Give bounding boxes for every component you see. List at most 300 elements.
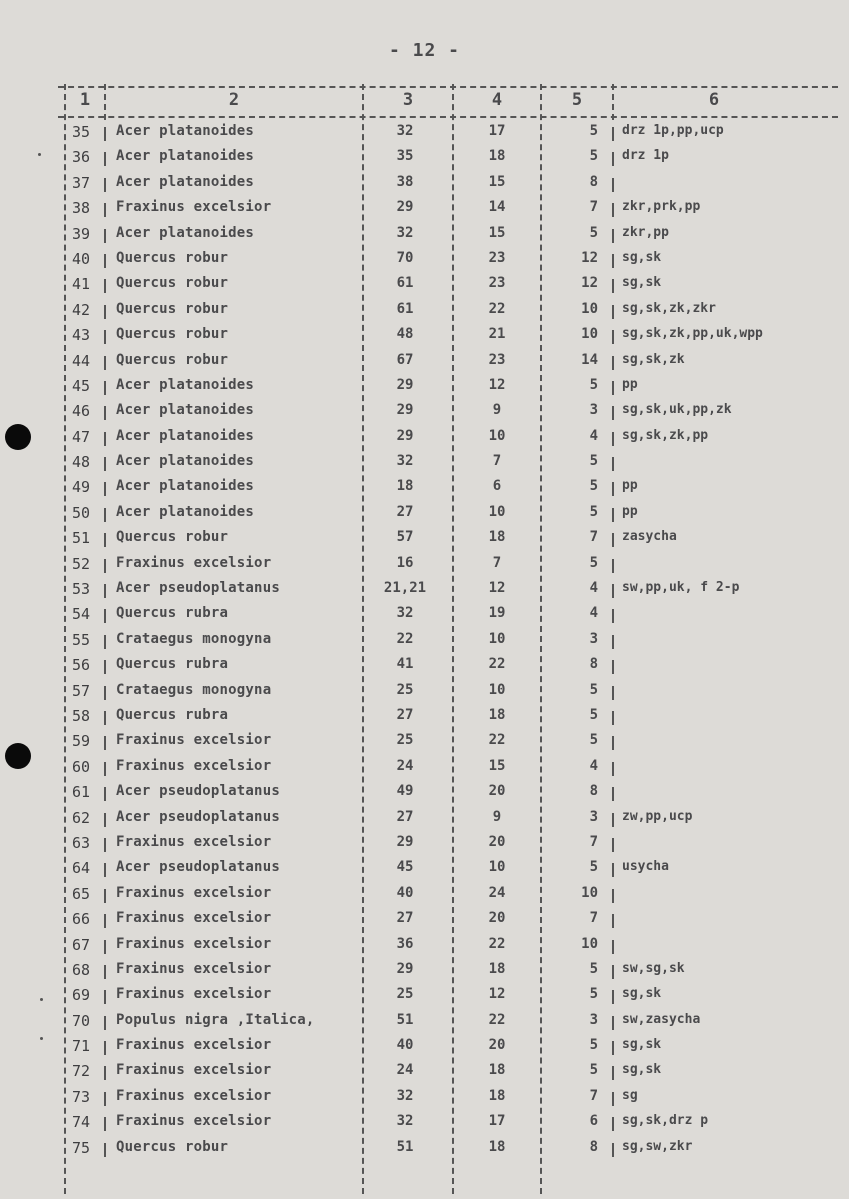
table-row bbox=[0, 959, 849, 984]
row-separator-tick bbox=[104, 813, 106, 827]
remarks-value: sg,sk bbox=[622, 275, 662, 291]
row-separator-tick bbox=[612, 863, 614, 877]
crown-value: 10 bbox=[581, 300, 598, 317]
row-separator-tick bbox=[612, 990, 614, 1004]
circumference-value: 40 bbox=[396, 884, 414, 901]
row-separator-tick bbox=[612, 1143, 614, 1157]
species-name: Quercus robur bbox=[116, 300, 229, 317]
table-row bbox=[0, 807, 849, 832]
circumference-value: 51 bbox=[396, 1011, 414, 1028]
row-separator-tick bbox=[104, 1016, 106, 1030]
species-name: Quercus robur bbox=[116, 275, 229, 292]
circumference-value: 70 bbox=[396, 249, 414, 266]
circumference-value: 67 bbox=[396, 351, 414, 368]
row-number: 51 bbox=[72, 529, 91, 548]
table-row bbox=[0, 781, 849, 806]
row-separator-tick bbox=[104, 432, 106, 446]
row-separator-tick bbox=[612, 838, 614, 852]
row-number: 41 bbox=[72, 275, 91, 294]
height-value: 15 bbox=[488, 757, 506, 774]
row-separator-tick bbox=[104, 609, 106, 623]
crown-value: 7 bbox=[589, 833, 598, 850]
species-name: Acer platanoides bbox=[116, 173, 255, 190]
row-separator-tick bbox=[104, 838, 106, 852]
row-separator-tick bbox=[612, 457, 614, 471]
circumference-value: 61 bbox=[396, 300, 414, 317]
table-row bbox=[0, 857, 849, 882]
species-name: Fraxinus excelsior bbox=[116, 1037, 272, 1054]
species-name: Quercus robur bbox=[116, 326, 229, 343]
table-row bbox=[0, 172, 849, 197]
row-number: 54 bbox=[72, 605, 91, 624]
crown-value: 8 bbox=[589, 656, 598, 673]
species-name: Acer platanoides bbox=[116, 148, 255, 165]
crown-value: 7 bbox=[589, 529, 598, 546]
row-separator-tick bbox=[104, 635, 106, 649]
species-name: Quercus robur bbox=[116, 249, 229, 266]
remarks-value: zasycha bbox=[622, 529, 677, 545]
remarks-value: sg,sw,zkr bbox=[622, 1138, 693, 1154]
row-number: 37 bbox=[72, 173, 91, 192]
species-name: Fraxinus excelsior bbox=[116, 199, 272, 216]
crown-value: 14 bbox=[581, 351, 598, 368]
crown-value: 4 bbox=[589, 757, 598, 774]
row-separator-tick bbox=[612, 736, 614, 750]
crown-value: 5 bbox=[589, 478, 598, 495]
row-separator-tick bbox=[104, 940, 106, 954]
row-number: 71 bbox=[72, 1037, 91, 1056]
circumference-value: 36 bbox=[396, 935, 414, 952]
crown-value: 5 bbox=[589, 859, 598, 876]
species-name: Fraxinus excelsior bbox=[116, 935, 272, 952]
row-number: 46 bbox=[72, 402, 91, 421]
crown-value: 12 bbox=[581, 275, 598, 292]
row-separator-tick bbox=[104, 152, 106, 166]
row-separator-tick bbox=[612, 762, 614, 776]
row-separator-tick bbox=[612, 635, 614, 649]
circumference-value: 48 bbox=[396, 326, 414, 343]
table-row bbox=[0, 680, 849, 705]
height-value: 22 bbox=[488, 935, 506, 952]
row-separator-tick bbox=[104, 330, 106, 344]
row-separator-tick bbox=[612, 482, 614, 496]
circumference-value: 32 bbox=[396, 453, 414, 470]
species-name: Crataegus monogyna bbox=[116, 630, 272, 647]
table-row bbox=[0, 248, 849, 273]
row-separator-tick bbox=[104, 254, 106, 268]
remarks-value: sw,zasycha bbox=[622, 1011, 701, 1027]
circumference-value: 16 bbox=[396, 554, 414, 571]
crown-value: 10 bbox=[581, 884, 598, 901]
height-value: 19 bbox=[488, 605, 506, 622]
row-separator-tick bbox=[104, 914, 106, 928]
species-name: Fraxinus excelsior bbox=[116, 986, 272, 1003]
height-value: 17 bbox=[488, 123, 506, 139]
row-number: 39 bbox=[72, 224, 91, 243]
row-separator-tick bbox=[104, 711, 106, 725]
row-separator-tick bbox=[104, 279, 106, 293]
height-value: 22 bbox=[488, 1011, 506, 1028]
row-number: 53 bbox=[72, 580, 91, 599]
row-number: 43 bbox=[72, 326, 91, 345]
row-separator-tick bbox=[612, 1041, 614, 1055]
circumference-value: 57 bbox=[396, 529, 414, 546]
circumference-value: 18 bbox=[396, 478, 414, 495]
table-row bbox=[0, 451, 849, 476]
remarks-value: zkr,pp bbox=[622, 224, 669, 240]
table-header bbox=[0, 90, 849, 114]
height-value: 7 bbox=[492, 554, 502, 571]
row-number: 68 bbox=[72, 960, 91, 979]
remarks-value: zw,pp,ucp bbox=[622, 808, 693, 824]
row-number: 44 bbox=[72, 351, 91, 370]
circumference-value: 29 bbox=[396, 960, 414, 977]
remarks-value: drz 1p bbox=[622, 148, 669, 164]
crown-value: 5 bbox=[589, 1037, 598, 1054]
row-separator-tick bbox=[104, 203, 106, 217]
row-number: 38 bbox=[72, 199, 91, 218]
crown-value: 10 bbox=[581, 935, 598, 952]
height-value: 22 bbox=[488, 656, 506, 673]
row-separator-tick bbox=[612, 1016, 614, 1030]
row-separator-tick bbox=[104, 127, 106, 141]
remarks-value: sw,pp,uk, f 2-p bbox=[622, 580, 740, 596]
row-separator-tick bbox=[612, 381, 614, 395]
table-row bbox=[0, 705, 849, 730]
species-name: Fraxinus excelsior bbox=[116, 1062, 272, 1079]
remarks-value: drz 1p,pp,ucp bbox=[622, 123, 724, 138]
table-row bbox=[0, 223, 849, 248]
table-row bbox=[0, 1035, 849, 1060]
remarks-value: sg,sk,drz p bbox=[622, 1113, 709, 1129]
row-number: 66 bbox=[72, 910, 91, 929]
circumference-value: 29 bbox=[396, 427, 414, 444]
row-separator-tick bbox=[104, 305, 106, 319]
row-number: 56 bbox=[72, 656, 91, 675]
height-value: 12 bbox=[488, 986, 506, 1003]
remarks-value: sg,sk bbox=[622, 1037, 662, 1053]
row-separator-tick bbox=[104, 178, 106, 192]
remarks-value: pp bbox=[622, 376, 638, 392]
table-row bbox=[0, 578, 849, 603]
row-number: 49 bbox=[72, 478, 91, 497]
crown-value: 4 bbox=[589, 605, 598, 622]
species-name: Acer pseudoplatanus bbox=[116, 580, 280, 597]
table-row bbox=[0, 197, 849, 222]
species-name: Acer pseudoplatanus bbox=[116, 783, 280, 800]
remarks-value: sg,sk,zk,zkr bbox=[622, 300, 716, 316]
row-separator-tick bbox=[612, 229, 614, 243]
height-value: 17 bbox=[488, 1113, 506, 1130]
height-value: 23 bbox=[488, 275, 506, 292]
row-number: 75 bbox=[72, 1138, 91, 1157]
height-value: 9 bbox=[492, 808, 502, 825]
row-separator-tick bbox=[612, 1092, 614, 1106]
circumference-value: 32 bbox=[396, 224, 414, 241]
row-separator-tick bbox=[612, 1117, 614, 1131]
crown-value: 5 bbox=[589, 1062, 598, 1079]
row-number: 62 bbox=[72, 808, 91, 827]
circumference-value: 29 bbox=[396, 376, 414, 393]
row-number: 63 bbox=[72, 833, 91, 852]
species-name: Fraxinus excelsior bbox=[116, 960, 272, 977]
row-separator-tick bbox=[612, 787, 614, 801]
species-name: Fraxinus excelsior bbox=[116, 884, 272, 901]
table-row bbox=[0, 1111, 849, 1136]
circumference-value: 40 bbox=[396, 1037, 414, 1054]
remarks-value: sg,sk,uk,pp,zk bbox=[622, 402, 732, 418]
circumference-value: 32 bbox=[396, 1113, 414, 1130]
row-separator-tick bbox=[612, 889, 614, 903]
crown-value: 5 bbox=[589, 503, 598, 520]
table-row bbox=[0, 299, 849, 324]
table-row bbox=[0, 629, 849, 654]
height-value: 18 bbox=[488, 1087, 506, 1104]
crown-value: 5 bbox=[589, 986, 598, 1003]
circumference-value: 51 bbox=[396, 1138, 414, 1155]
table-row bbox=[0, 756, 849, 781]
row-separator-tick bbox=[612, 356, 614, 370]
row-number: 74 bbox=[72, 1113, 91, 1132]
height-value: 10 bbox=[488, 427, 506, 444]
circumference-value: 29 bbox=[396, 402, 414, 419]
row-separator-tick bbox=[104, 406, 106, 420]
crown-value: 5 bbox=[589, 123, 598, 139]
row-separator-tick bbox=[104, 1117, 106, 1131]
row-separator-tick bbox=[612, 152, 614, 166]
species-name: Quercus robur bbox=[116, 351, 229, 368]
crown-value: 5 bbox=[589, 732, 598, 749]
row-number: 57 bbox=[72, 681, 91, 700]
table-row bbox=[0, 603, 849, 628]
height-value: 12 bbox=[488, 376, 506, 393]
height-value: 24 bbox=[488, 884, 506, 901]
row-separator-tick bbox=[104, 584, 106, 598]
crown-value: 10 bbox=[581, 326, 598, 343]
species-name: Crataegus monogyna bbox=[116, 681, 272, 698]
height-value: 15 bbox=[488, 173, 506, 190]
row-separator-tick bbox=[104, 381, 106, 395]
row-separator-tick bbox=[612, 432, 614, 446]
circumference-value: 41 bbox=[396, 656, 414, 673]
species-name: Fraxinus excelsior bbox=[116, 1087, 272, 1104]
row-number: 47 bbox=[72, 427, 91, 446]
row-separator-tick bbox=[612, 711, 614, 725]
row-separator-tick bbox=[104, 559, 106, 573]
height-value: 23 bbox=[488, 351, 506, 368]
row-separator-tick bbox=[612, 203, 614, 217]
table-row bbox=[0, 476, 849, 501]
table-row bbox=[0, 934, 849, 959]
row-number: 50 bbox=[72, 503, 91, 522]
row-number: 58 bbox=[72, 706, 91, 725]
row-separator-tick bbox=[104, 762, 106, 776]
height-value: 23 bbox=[488, 249, 506, 266]
table-row bbox=[0, 832, 849, 857]
species-name: Acer platanoides bbox=[116, 402, 255, 419]
height-value: 6 bbox=[492, 478, 502, 495]
species-name: Quercus robur bbox=[116, 529, 229, 546]
crown-value: 5 bbox=[589, 453, 598, 470]
table-row bbox=[0, 730, 849, 755]
table-row bbox=[0, 984, 849, 1009]
row-number: 36 bbox=[72, 148, 91, 167]
species-name: Acer platanoides bbox=[116, 224, 255, 241]
circumference-value: 29 bbox=[396, 833, 414, 850]
row-separator-tick bbox=[612, 686, 614, 700]
row-number: 59 bbox=[72, 732, 91, 751]
row-number: 48 bbox=[72, 453, 91, 472]
row-separator-tick bbox=[612, 305, 614, 319]
column-header: 1 bbox=[79, 90, 91, 110]
row-separator-tick bbox=[612, 533, 614, 547]
crown-value: 3 bbox=[589, 630, 598, 647]
row-separator-tick bbox=[104, 482, 106, 496]
height-value: 22 bbox=[488, 300, 506, 317]
height-value: 18 bbox=[488, 1138, 506, 1155]
circumference-value: 27 bbox=[396, 706, 414, 723]
table-row bbox=[0, 1010, 849, 1035]
row-number: 72 bbox=[72, 1062, 91, 1081]
species-name: Fraxinus excelsior bbox=[116, 910, 272, 927]
remarks-value: sg bbox=[622, 1087, 638, 1103]
circumference-value: 45 bbox=[396, 859, 414, 876]
crown-value: 5 bbox=[589, 681, 598, 698]
species-name: Acer platanoides bbox=[116, 503, 255, 520]
row-number: 64 bbox=[72, 859, 91, 878]
crown-value: 5 bbox=[589, 148, 598, 165]
crown-value: 6 bbox=[589, 1113, 598, 1130]
circumference-value: 49 bbox=[396, 783, 414, 800]
row-separator-tick bbox=[612, 254, 614, 268]
crown-value: 5 bbox=[589, 224, 598, 241]
row-number: 70 bbox=[72, 1011, 91, 1030]
row-separator-tick bbox=[104, 229, 106, 243]
species-name: Fraxinus excelsior bbox=[116, 757, 272, 774]
crown-value: 5 bbox=[589, 960, 598, 977]
height-value: 22 bbox=[488, 732, 506, 749]
species-name: Fraxinus excelsior bbox=[116, 732, 272, 749]
table-row bbox=[0, 502, 849, 527]
species-name: Acer pseudoplatanus bbox=[116, 808, 280, 825]
table-row bbox=[0, 121, 849, 146]
row-separator-tick bbox=[612, 609, 614, 623]
table-row bbox=[0, 426, 849, 451]
table-row bbox=[0, 273, 849, 298]
crown-value: 7 bbox=[589, 1087, 598, 1104]
circumference-value: 27 bbox=[396, 910, 414, 927]
table-row bbox=[0, 527, 849, 552]
crown-value: 5 bbox=[589, 554, 598, 571]
row-number: 45 bbox=[72, 376, 91, 395]
row-number: 67 bbox=[72, 935, 91, 954]
remarks-value: pp bbox=[622, 478, 638, 494]
row-separator-tick bbox=[612, 940, 614, 954]
row-number: 60 bbox=[72, 757, 91, 776]
row-separator-tick bbox=[104, 787, 106, 801]
row-number: 61 bbox=[72, 783, 91, 802]
circumference-value: 25 bbox=[396, 732, 414, 749]
table-row bbox=[0, 553, 849, 578]
table-row bbox=[0, 400, 849, 425]
height-value: 20 bbox=[488, 1037, 506, 1054]
height-value: 18 bbox=[488, 960, 506, 977]
circumference-value: 32 bbox=[396, 1087, 414, 1104]
crown-value: 4 bbox=[589, 427, 598, 444]
circumference-value: 22 bbox=[396, 630, 414, 647]
column-header: 2 bbox=[228, 90, 240, 110]
row-separator-tick bbox=[612, 660, 614, 674]
row-separator-tick bbox=[612, 508, 614, 522]
row-separator-tick bbox=[612, 1066, 614, 1080]
circumference-value: 29 bbox=[396, 199, 414, 216]
crown-value: 5 bbox=[589, 376, 598, 393]
row-separator-tick bbox=[104, 990, 106, 1004]
remarks-value: sg,sk,zk,pp,uk,wpp bbox=[622, 326, 763, 342]
row-separator-tick bbox=[104, 1143, 106, 1157]
row-number: 42 bbox=[72, 300, 91, 319]
circumference-value: 21,21 bbox=[383, 580, 427, 597]
crown-value: 3 bbox=[589, 402, 598, 419]
height-value: 10 bbox=[488, 681, 506, 698]
table-row bbox=[0, 146, 849, 171]
row-separator-tick bbox=[104, 686, 106, 700]
height-value: 15 bbox=[488, 224, 506, 241]
row-separator-tick bbox=[104, 1066, 106, 1080]
species-name: Fraxinus excelsior bbox=[116, 833, 272, 850]
row-number: 40 bbox=[72, 249, 91, 268]
row-number: 65 bbox=[72, 884, 91, 903]
row-separator-tick bbox=[612, 178, 614, 192]
species-name: Quercus rubra bbox=[116, 605, 229, 622]
circumference-value: 25 bbox=[396, 986, 414, 1003]
circumference-value: 24 bbox=[396, 1062, 414, 1079]
row-number: 73 bbox=[72, 1087, 91, 1106]
column-header: 4 bbox=[491, 90, 503, 110]
crown-value: 8 bbox=[589, 1138, 598, 1155]
remarks-value: sg,sk bbox=[622, 986, 662, 1002]
remarks-value: usycha bbox=[622, 859, 669, 875]
height-value: 20 bbox=[488, 783, 506, 800]
remarks-value: sg,sk bbox=[622, 249, 662, 265]
height-value: 21 bbox=[488, 326, 506, 343]
row-separator-tick bbox=[104, 863, 106, 877]
species-name: Populus nigra ,Italica, bbox=[116, 1011, 315, 1028]
height-value: 18 bbox=[488, 706, 506, 723]
table-header-rule bbox=[58, 116, 838, 118]
height-value: 10 bbox=[488, 503, 506, 520]
row-number: 55 bbox=[72, 630, 91, 649]
row-separator-tick bbox=[612, 330, 614, 344]
table-row bbox=[0, 1137, 849, 1162]
row-number: 35 bbox=[72, 123, 91, 141]
row-number: 69 bbox=[72, 986, 91, 1005]
circumference-value: 32 bbox=[396, 605, 414, 622]
species-name: Acer pseudoplatanus bbox=[116, 859, 280, 876]
table-top-rule bbox=[58, 86, 838, 88]
crown-value: 7 bbox=[589, 910, 598, 927]
remarks-value: sg,sk,zk,pp bbox=[622, 427, 709, 443]
species-name: Acer platanoides bbox=[116, 427, 255, 444]
row-separator-tick bbox=[612, 813, 614, 827]
row-separator-tick bbox=[104, 508, 106, 522]
crown-value: 3 bbox=[589, 808, 598, 825]
height-value: 20 bbox=[488, 833, 506, 850]
species-name: Quercus rubra bbox=[116, 656, 229, 673]
column-header: 3 bbox=[402, 90, 414, 110]
table-row bbox=[0, 908, 849, 933]
circumference-value: 35 bbox=[396, 148, 414, 165]
